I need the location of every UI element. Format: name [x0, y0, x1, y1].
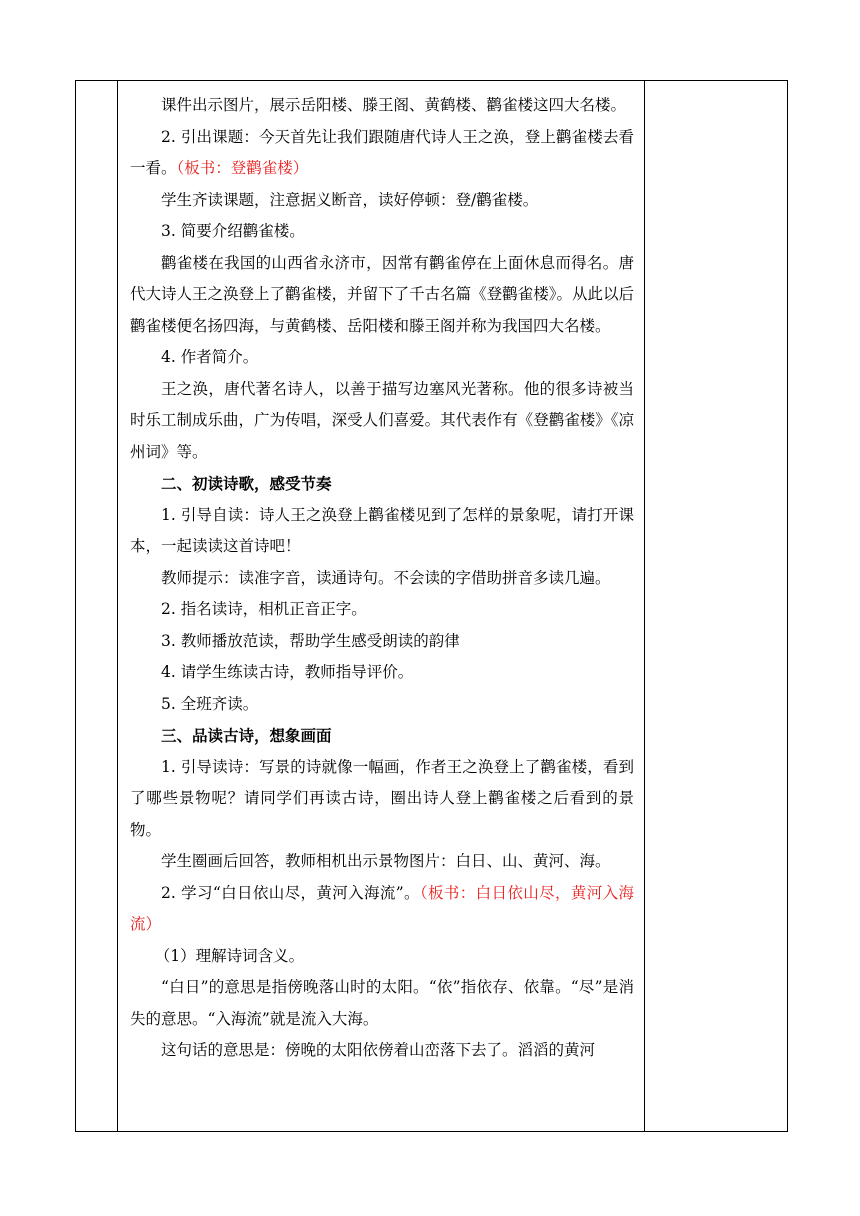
paragraph-named-reading: 2. 指名读诗，相机正音正字。	[161, 600, 367, 618]
paragraph-word-meanings: “白日”的意思是指傍晚落山时的太阳。“依”指依存、依靠。“尽”是消失的意思。“入海流”就是流入大海。	[130, 978, 634, 1028]
paragraph-understand-meaning: （1）理解诗词含义。	[154, 946, 305, 965]
section-heading-2: 二、初读诗歌，感受节奏	[161, 474, 332, 493]
paragraph-text: 2. 引出课题：今天首先让我们跟随唐代诗人王之涣，登上鹳雀楼去看一看。	[130, 127, 634, 177]
lesson-content	[118, 81, 644, 1067]
paragraph-class-reading: 5. 全班齐读。	[161, 694, 259, 713]
blackboard-note: （板书：白日依山尽，黄河入海流）	[130, 883, 634, 933]
paragraph-study-line	[130, 878, 634, 941]
paragraph-student-answer: 学生圈画后回答，教师相机出示景物图片：白日、山、黄河、海。	[161, 852, 611, 870]
left-narrow-column	[76, 81, 118, 1132]
paragraph-intro-images: 课件出示图片，展示岳阳楼、滕王阁、黄鹤楼、鹳雀楼这四大名楼。	[161, 96, 627, 114]
paragraph-read-title: 学生齐读课题，注意据义断音，读好停顿：登/鹳雀楼。	[161, 190, 539, 209]
lesson-plan-table	[75, 80, 788, 1132]
paragraph-introduce-topic	[130, 122, 634, 185]
paragraph-step-4: 4. 作者简介。	[161, 348, 259, 366]
section-heading-3: 三、品读古诗，想象画面	[161, 726, 332, 745]
right-notes-column	[645, 81, 788, 1132]
paragraph-self-read: 1. 引导自读：诗人王之涣登上鹳雀楼见到了怎样的景象呢，请打开课本，一起读读这首诗吧！	[130, 505, 634, 555]
blackboard-note: （板书：登鹳雀楼）	[176, 159, 309, 177]
paragraph-text: 2. 学习“白日依山尽，黄河入海流”。	[161, 883, 420, 902]
paragraph-step-3: 3. 简要介绍鹳雀楼。	[161, 222, 305, 240]
paragraph-tower-intro: 鹳雀楼在我国的山西省永济市，因常有鹳雀停在上面休息而得名。唐代大诗人王之涣登上了鹳雀楼，并留下了千古名篇《登鹳雀楼》。从此以后鹳雀楼便名扬四海，与黄鹤楼、岳阳楼和滕王阁并称为我国四大名楼。	[130, 253, 634, 335]
paragraph-practice-reading: 4. 请学生练读古诗，教师指导评价。	[161, 663, 414, 681]
paragraph-author-intro: 王之涣，唐代著名诗人，以善于描写边塞风光著称。他的很多诗被当时乐工制成乐曲，广为传唱，深受人们喜爱。其代表作有《登鹳雀楼》《凉州词》等。	[130, 379, 634, 461]
lesson-content-cell	[118, 81, 645, 1132]
paragraph-teacher-tip: 教师提示：读准字音，读通诗句。不会读的字借助拼音多读几遍。	[161, 568, 611, 587]
paragraph-line-meaning: 这句话的意思是：傍晚的太阳依傍着山峦落下去了。滔滔的黄河	[161, 1041, 596, 1059]
paragraph-guided-reading: 1. 引导读诗：写景的诗就像一幅画，作者王之涣登上了鹳雀楼，看到了哪些景物呢？请同学们再读古诗，圈出诗人登上鹳雀楼之后看到的景物。	[130, 757, 634, 839]
paragraph-model-reading: 3. 教师播放范读，帮助学生感受朗读的韵律	[161, 631, 460, 650]
